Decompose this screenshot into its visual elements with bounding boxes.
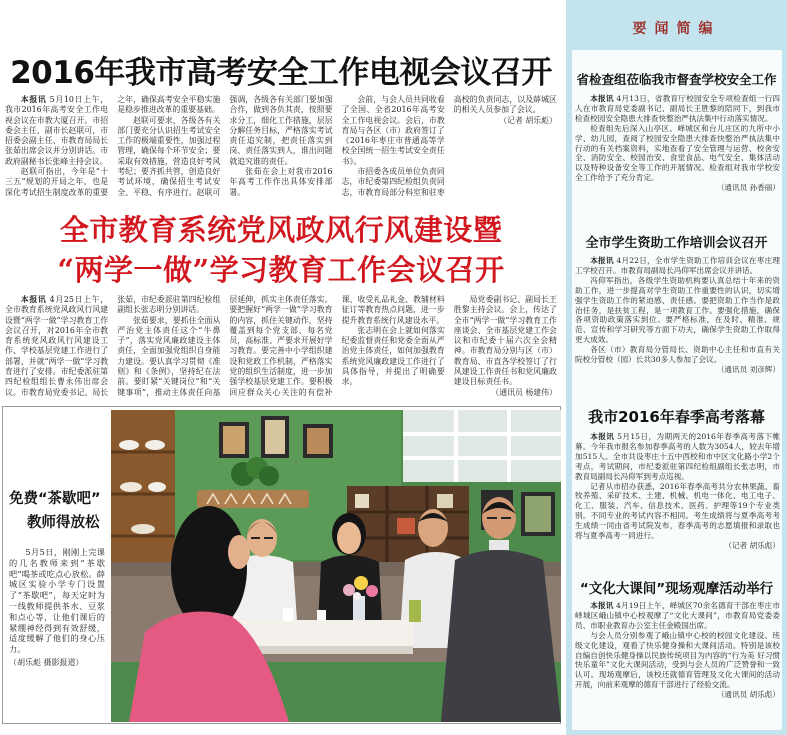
dateline: 本报讯: [20, 95, 47, 104]
photo-story-title-line-2: 教师得放松: [27, 515, 100, 531]
lead-paragraph: [5, 95, 108, 167]
paragraph-text: 4月13日，省教育厅校园安全专项检查组一行四人在市教育局党委副书记、副局长王胜黎的陪同下，到我市检查校园安全隐患大排查快整治严执法集中行动落实情况。: [575, 94, 780, 123]
second-article-body: [5, 295, 557, 403]
brief-paragraph: 冯仰军指出，各级学生资助机构要认真总结十年来的资助工作，进一步提高对学生资助工作重要性的认识，切实增强学生资助工作的紧迫感、责任感。要把资助工作当作是政治任务，是扶贫工程，是一项教育工作。要强化措施，确保各项资助政策落实到位。要严格标准，在及时、精准、规范、宣传和学习研究等方面下功夫，确保学生资助工作取得更大成效。: [575, 275, 780, 345]
paragraph-text: 5月15日，为期两天的2016年春季高考落下帷幕。今年我市报名参加春季高考的人数为3054人，较去年增加515人。全市共设枣庄十五中西校和市中区文化路小学2个考点，考试期间，市纪委派驻第四纪检组副组长张志明，市教育局副局长冯仰军到考点巡视。: [575, 432, 780, 481]
brief-body: [575, 256, 780, 394]
brief-headline: 我市2016年春季高考落幕: [588, 408, 765, 426]
lead-paragraph: 会前，与会人员共同收看了全国、全省2016年高考安全工作电视会议。会后，市教育局与各区（市）政府签订了《2016年枣庄市普通高等学校全国统一招生考试安全责任书》。: [341, 95, 445, 166]
byline: （记者 胡乐彪）: [724, 540, 780, 550]
second-headline-line-2: “两学一做”学习教育工作会议召开: [57, 253, 505, 287]
bowl: [145, 440, 165, 450]
photo-story-title-line-1: 免费“茶歇吧”: [9, 491, 101, 507]
shelf-item: [437, 494, 453, 508]
paragraph-text: 4月22日，全市学生资助工作培训会议在枣庄理工学校召开。市教育局副局长冯仰军出席会议并讲话。: [575, 256, 780, 275]
vase: [353, 596, 365, 620]
juice-glass: [409, 600, 421, 622]
photo-credit: （胡乐彪 摄影报道）: [9, 658, 84, 667]
lead-paragraph: 赵联可指出，今年是“十三五”规划的开局之年，也是深化考试招生制度改革的重要之年，确保高考安全平稳实施是稳步推进改革的重要基础。: [5, 95, 221, 197]
brief-paragraph: 各区（市）教育局分管局长、资助中心主任和市直有关院校分管校（园）长共30多人参加了会议。: [575, 345, 780, 365]
second-paragraph: 局党委副书记、副局长王胜黎主持会议。会上，传达了全市“两学一做”学习教育工作座谈会、全市基层党建工作会议和市纪委十届六次全会精神。市教育局分别与区（市）教育局、市直各学校签订了行风建设工作责任书和党风廉政建设目标责任书。: [453, 295, 557, 387]
bowl: [148, 482, 166, 492]
lead-paragraph: 张茹在会上对我市2016年高考工作作出具体安排部署。: [229, 167, 333, 197]
bowl: [119, 440, 139, 450]
dateline: 本报讯: [20, 295, 47, 304]
tea-break-photo: [111, 410, 561, 722]
brief-paragraph: 与会人员分别参观了峨山镇中心校的校园文化建设、班级文化建设，观看了快乐健身操和大课间活动。特别是该校自编自创快乐健身操以民族传统项目为内容的“行为美 好习惯 快乐童年”文化大课间活动，受到与会人员的广泛赞誉和一致认可。现场观摩后，该校还就德育管理及文化大课间的活动开展，向前来观摩的德育干部进行了经验交流。: [575, 630, 780, 690]
brief-paragraph: 记者从市招办获悉，2016年春季高考共分农林果蔬、畜牧养殖、采矿技术、土建、机械、机电一体化、电工电子、化工、服装、汽车、信息技术、医药、护理等19个专业类别。不同专业的考试内容不相同。考生成绩将与夏季高考考生成绩一同由省考试院发布，春季高考的志愿填报和录取也将与夏季高考一同进行。: [575, 481, 780, 541]
photo-caption: 5月5日，刚刚上完课的几名教师来到“茶歇吧”喝茶或吃点心放松。薛城区实验小学专门设置了“茶歇吧”，每天定时为一线教师提供茶水、豆浆和点心等，让他们课后的紧绷神经得到有效舒缓，适度缓解了他们的身心压力。: [9, 547, 105, 655]
byline: （记者 胡乐彪）: [499, 115, 557, 125]
lead-paragraph: 市招委各成员单位负责同志，市纪委第四纪检组负责同志，市教育局部分科室和驻枣高校的负责同志，以及薛城区的相关人员参加了会议。: [341, 95, 557, 197]
brief-paragraph: [575, 94, 780, 124]
bowl: [120, 482, 142, 492]
shirt-collar: [489, 540, 509, 550]
paragraph-text: 4月19日上午，峄城区70余名德育干部在枣庄市峄城区峨山镇中心校观摩了“文化大课间”，市教育局党委委员、市职业教育办公室主任金殿国出席。: [575, 601, 780, 630]
wall-frame-art: [307, 428, 329, 454]
wall-frame-art: [223, 426, 245, 454]
byline: （通讯员 杨建伟）: [491, 387, 557, 397]
lead-headline: 2016年我市高考安全工作电视会议召开: [10, 54, 552, 91]
paragraph-text: 5月10日上午，我市2016年高考安全工作电视会议在市教大厦召开。市招委会主任、副市长赵联可，市招委会副主任、市教育局局长张茹出席会议并分别讲话。市政府副秘书长张峰主持会议。: [5, 95, 109, 166]
wooden-sign: [197, 490, 309, 508]
lead-paragraph: 赵联可要求，各级各有关部门要充分认识招生考试安全工作的极端重要性，加强过程管理，确保每个环节安全；要采取有效措施，营造良好考风考纪；要齐抓共管，创造良好考试环境，确保招生考试安全、平稳、有序进行。赵联可强调，各级各有关部门要加强合作，做到各负其责，按照要求分工，细化工作措施，层层分解任务目标，严格落实考试责任追究制，把责任落实到岗、责任落实到人，谁出问题就追究谁的责任。: [117, 95, 333, 197]
byline: （通讯员 胡乐彪）: [716, 690, 780, 700]
plant-leaves: [259, 466, 279, 486]
cup: [283, 608, 293, 621]
byline: （通讯员 刘彦辉）: [716, 364, 780, 374]
sidebar-title: 要闻简编: [632, 21, 721, 37]
brief-paragraph: 检查组先后深入山亭区、峄城区和台儿庄区的九所中小学、幼儿园，查阅了校园安全隐患大排查快整治严执法集中行动的有关档案资料，实地查看了安全管理与运营、校舍安全、消防安全、校园治安、食堂食品、电气安全、集体活动以及特种设备安全等工作的开展情况。检查组对我市学校安全工作给予了充分肯定。: [575, 123, 780, 183]
second-paragraph: 张茹要求，要抓住全面从严治党主体责任这个“牛鼻子”，落实党风廉政建设主体责任，全面加强党组织自身能力建设。要认真学习贯彻《准则》和《条例》，坚持纪在法前。要盯紧“关键岗位”和“关键事项”，推动主体责任向基层延伸，抓实主体责任落实。要把握好“两学一做”学习教育的内容，抓住关键动作，坚持覆盖到每个党支部、每名党员，高标准、严要求开展好学习教育。要完善中小学组织建设和党政工作机制，严格落实党的组织生活制度，进一步加强学校基层党建工作。要积极回应群众关心关注的有偿补课、收受礼品礼金、教辅材料征订等教育热点问题，进一步提升教育系统行风建设水平。: [117, 295, 445, 397]
flower: [354, 576, 368, 590]
byline: （通讯员 孙香丽）: [716, 183, 780, 193]
brief-headline: 全市学生资助工作培训会议召开: [585, 236, 768, 251]
face: [228, 535, 250, 569]
brief-body: [575, 94, 780, 214]
wall-frame-art: [525, 496, 551, 532]
second-headline-line-1: 全市教育系统党风政风行风建设暨: [59, 213, 503, 247]
cup: [317, 610, 326, 621]
bowl: [131, 524, 155, 534]
brief-headline: “文化大课间”现场观摩活动举行: [579, 581, 774, 597]
paragraph-text: 4月25日上午，全市教育系统党风政风行风建设暨“两学一做”学习教育工作会议召开，对2016年全市教育系统党风政风行风建设工作、学校基层党建工作进行了部署，并就“两学一做”学习教育进行了安排。市纪委派驻第四纪检组组长曹永伟出席会议。市教育局党委书记、局长张茹，市纪委派驻第四纪检组副组长张志明分别讲话。: [5, 295, 221, 397]
brief-paragraph: [575, 432, 780, 482]
brief-headline: 省检查组莅临我市督查学校安全工作: [576, 72, 777, 87]
man-dark-shirt: [441, 550, 561, 722]
window: [403, 410, 561, 482]
flower: [353, 592, 361, 600]
flower: [366, 585, 378, 597]
brief-body: [575, 432, 780, 564]
wall-frame-art: [265, 420, 285, 454]
shelf-item: [355, 494, 369, 508]
dateline: 本报讯: [590, 94, 614, 103]
dateline: 本报讯: [590, 256, 614, 265]
second-paragraph: 张志明在会上就如何落实纪委监督责任和党委全面从严治党主体责任，如何加强教育系统党风廉政建设工作进行了具体指导，并提出了明确要求。: [341, 325, 445, 387]
dateline: 本报讯: [590, 601, 614, 610]
brief-body: [575, 601, 780, 729]
dateline: 本报讯: [590, 432, 615, 441]
face: [337, 522, 361, 554]
lead-article-body: [5, 95, 557, 203]
flower: [343, 584, 355, 596]
photo-story: [2, 406, 561, 724]
brief-paragraph: [575, 601, 780, 631]
brief-paragraph: [575, 256, 780, 276]
shelf-item: [397, 518, 415, 534]
